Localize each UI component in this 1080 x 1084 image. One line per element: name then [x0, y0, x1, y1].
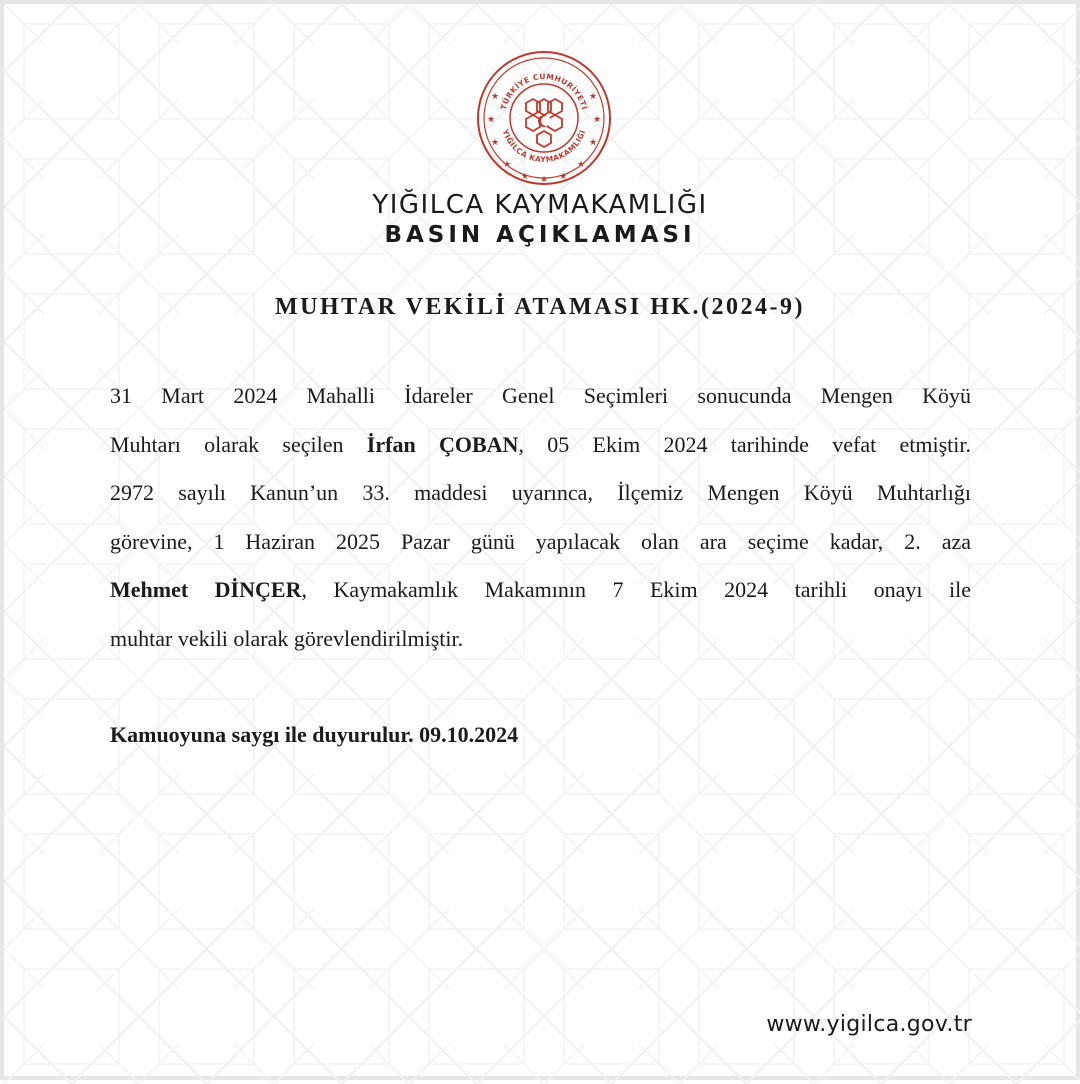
- announcement-title: MUHTAR VEKİLİ ATAMASI HK.(2024-9): [274, 294, 806, 320]
- svg-text:★: ★: [589, 92, 598, 102]
- body-line: görevine, 1 Haziran 2025 Pazar günü yapılacak olan ara seçime kadar, 2. aza: [110, 528, 971, 554]
- svg-text:★: ★: [491, 138, 500, 148]
- body-line: muhtar vekili olarak görevlendirilmiştir.: [110, 625, 464, 651]
- emblem-bottom-text: YIĞILCA KAYMAKAMLIĞI: [500, 128, 588, 165]
- body-line: Muhtarı olarak seçilen İrfan ÇOBAN, 05 Ekim 2024 tarihinde vefat etmiştir.: [110, 431, 971, 457]
- appointee-name: Mehmet DİNÇER: [110, 577, 302, 603]
- svg-text:★: ★: [491, 92, 500, 102]
- crescent-star-icon: [538, 115, 551, 127]
- svg-text:★: ★: [521, 172, 530, 182]
- website-url: www.yigilca.gov.tr: [766, 1012, 972, 1037]
- emblem-top-text: TÜRKİYE CUMHURİYETİ: [498, 71, 590, 111]
- emblem-logo: [475, 49, 613, 187]
- announcement-body: [110, 372, 971, 664]
- document-type: BASIN AÇIKLAMASI: [384, 222, 696, 248]
- body-line: Mehmet DİNÇER, Kaymakamlık Makamının 7 Ekim 2024 tarihli onayı ile: [110, 577, 971, 603]
- svg-text:★: ★: [503, 160, 512, 170]
- closing-statement: Kamuoyuna saygı ile duyurulur. 09.10.2024: [110, 722, 519, 747]
- organization-name: YIĞILCA KAYMAKAMLIĞI: [372, 190, 708, 220]
- body-line: 31 Mart 2024 Mahalli İdareler Genel Seçimleri sonucunda Mengen Köyü: [110, 383, 971, 408]
- svg-text:★: ★: [589, 138, 598, 148]
- body-line: 2972 sayılı Kanun’un 33. maddesi uyarınca, İlçemiz Mengen Köyü Muhtarlığı: [110, 480, 971, 506]
- svg-text:★: ★: [487, 115, 496, 125]
- svg-text:★: ★: [540, 175, 549, 185]
- svg-text:★: ★: [593, 115, 602, 125]
- svg-text:★: ★: [559, 172, 568, 182]
- svg-text:★: ★: [577, 160, 586, 170]
- deceased-name: İrfan ÇOBAN: [366, 431, 519, 457]
